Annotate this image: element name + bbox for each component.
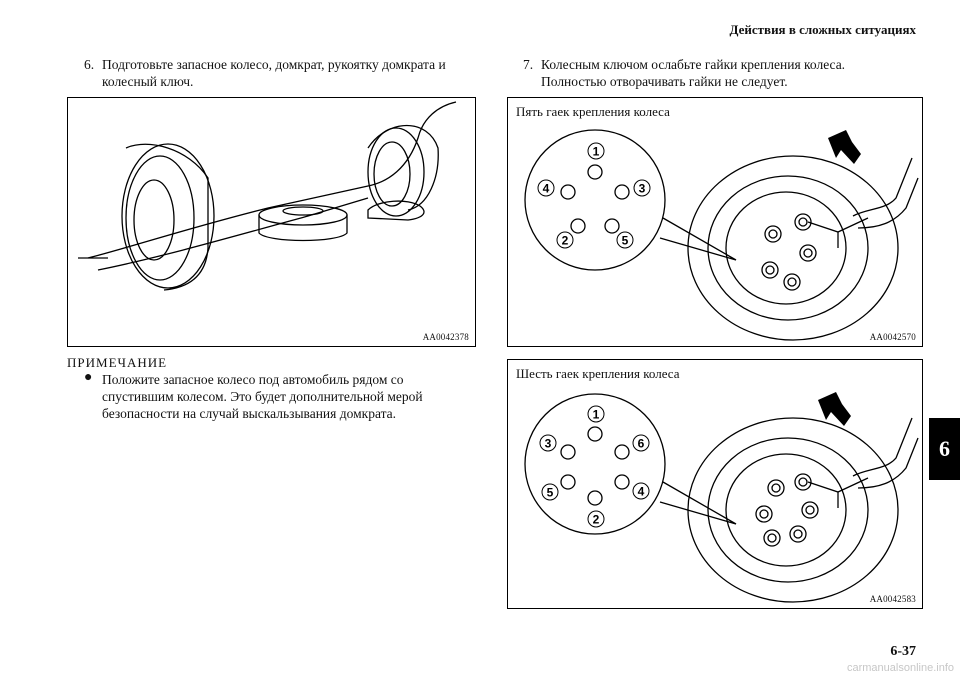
- step-text-line1: Подготовьте запасное колесо, домкрат, рукоятку домкрата и: [102, 57, 446, 72]
- nut-number-2: 2: [561, 233, 569, 248]
- note-text: [102, 371, 482, 422]
- watermark: carmanualsonline.info: [846, 662, 954, 674]
- figure-code: AA0042378: [422, 332, 469, 342]
- step-number: 6.: [84, 57, 95, 72]
- nut-number-4: 4: [542, 181, 550, 196]
- note-title: ПРИМЕЧАНИЕ: [67, 355, 168, 370]
- figure-caption: Пять гаек крепления колеса: [516, 104, 670, 119]
- note-line3: безопасности на случай выскальзывания домкрата.: [102, 406, 397, 421]
- figure-code: AA0042570: [869, 332, 916, 342]
- section-tab: 6: [929, 418, 960, 480]
- nut-number-1: 1: [592, 144, 600, 159]
- spare-wheel-illustration: [68, 98, 475, 346]
- nut-number-4: 4: [637, 484, 645, 499]
- five-nut-wheel-illustration: [508, 98, 922, 346]
- step-number: 7.: [523, 57, 534, 72]
- note-line2: спустившим колесом. Это будет дополнительной мерой: [102, 389, 423, 404]
- page-header-title: Действия в сложных ситуациях: [729, 22, 916, 37]
- nut-number-3: 3: [544, 436, 552, 451]
- six-nut-wheel-illustration: [508, 360, 922, 608]
- note-bullet: ●: [84, 370, 93, 385]
- figure-caption: Шесть гаек крепления колеса: [516, 366, 680, 381]
- figure-spare-wheel-under-car: [67, 97, 476, 347]
- figure-six-lug-nuts: [507, 359, 923, 609]
- note-line1: Положите запасное колесо под автомобиль рядом со: [102, 372, 404, 387]
- nut-number-1: 1: [592, 407, 600, 422]
- step-text-line2: Полностью отворачивать гайки не следует.: [541, 74, 788, 89]
- nut-number-5: 5: [546, 485, 554, 500]
- step-text-line1: Колесным ключом ослабьте гайки крепления колеса.: [541, 57, 846, 72]
- step-6: [84, 56, 484, 92]
- nut-number-3: 3: [638, 181, 646, 196]
- step-text-line2: колесный ключ.: [102, 74, 194, 89]
- nut-number-2: 2: [592, 512, 600, 527]
- nut-number-6: 6: [637, 436, 645, 451]
- figure-five-lug-nuts: [507, 97, 923, 347]
- nut-number-5: 5: [621, 233, 629, 248]
- step-7: [523, 56, 923, 92]
- figure-code: AA0042583: [869, 594, 916, 604]
- page-number: 6-37: [890, 644, 916, 659]
